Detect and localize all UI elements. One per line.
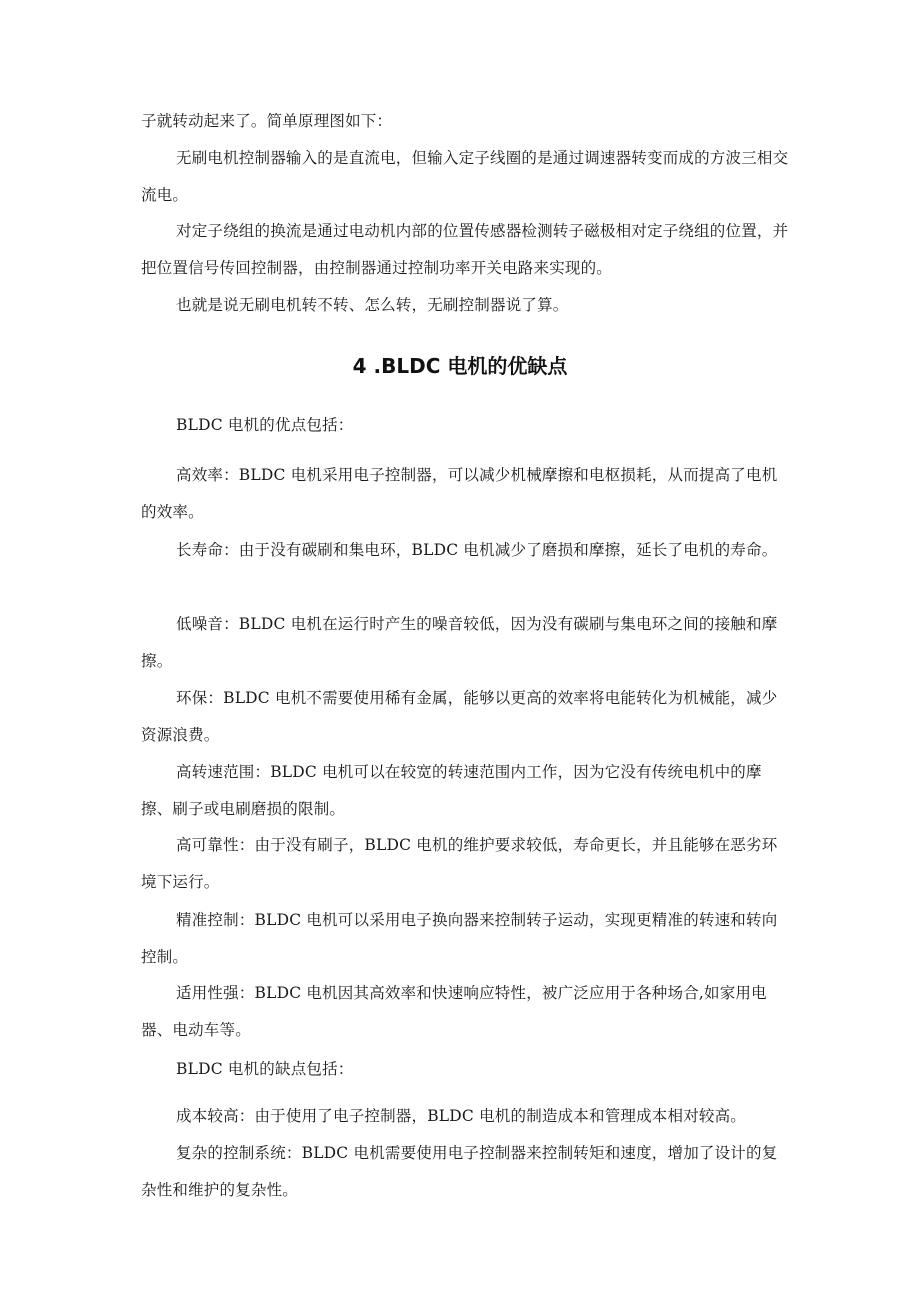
pro-item-speed-range: 高转速范围：BLDC 电机可以在较宽的转速范围内工作，因为它没有传统电机中的摩擦、刷子或电刷磨损的限制。 [141, 763, 762, 818]
cons-intro: BLDC 电机的缺点包括： [176, 1060, 354, 1078]
con-item-cost: 成本较高：由于使用了电子控制器，BLDC 电机的制造成本和管理成本相对较高。 [176, 1107, 746, 1125]
pro-item-precise-control: 精准控制：BLDC 电机可以采用电子换向器来控制转子运动，实现更精准的转速和转向控制。 [141, 911, 778, 966]
paragraph-controller-decides: 也就是说无刷电机转不转、怎么转，无刷控制器说了算。 [176, 296, 569, 314]
pro-item-efficiency: 高效率：BLDC 电机采用电子控制器，可以减少机械摩擦和电枢损耗，从而提高了电机的效率。 [141, 466, 778, 521]
paragraph-controller-input: 无刷电机控制器输入的是直流电，但输入定子线圈的是通过调速器转变而成的方波三相交流电。 [141, 149, 789, 204]
pro-item-lifespan: 长寿命：由于没有碳刷和集电环，BLDC 电机减少了磨损和摩擦，延长了电机的寿命。 [176, 541, 778, 559]
pro-item-reliability: 高可靠性：由于没有刷子，BLDC 电机的维护要求较低，寿命更长，并且能够在恶劣环境下运行。 [141, 836, 778, 891]
section-heading: 4 .BLDC 电机的优缺点 [352, 354, 568, 378]
con-item-complex-control: 复杂的控制系统：BLDC 电机需要使用电子控制器来控制转矩和速度，增加了设计的复杂性和维护的复杂性。 [141, 1144, 778, 1199]
pro-item-eco: 环保：BLDC 电机不需要使用稀有金属，能够以更高的效率将电能转化为机械能，减少资源浪费。 [141, 689, 778, 744]
pros-intro: BLDC 电机的优点包括： [176, 416, 354, 434]
pro-item-low-noise: 低噪音：BLDC 电机在运行时产生的噪音较低，因为没有碳刷与集电环之间的接触和摩擦。 [141, 615, 778, 670]
paragraph-rotor-start: 子就转动起来了。简单原理图如下： [141, 112, 393, 130]
paragraph-commutation: 对定子绕组的换流是通过电动机内部的位置传感器检测转子磁极相对定子绕组的位置，并把位置信号传回控制器，由控制器通过控制功率开关电路来实现的。 [141, 222, 789, 277]
pro-item-applicability: 适用性强：BLDC 电机因其高效率和快速响应特性，被广泛应用于各种场合,如家用电器、电动车等。 [141, 984, 767, 1039]
